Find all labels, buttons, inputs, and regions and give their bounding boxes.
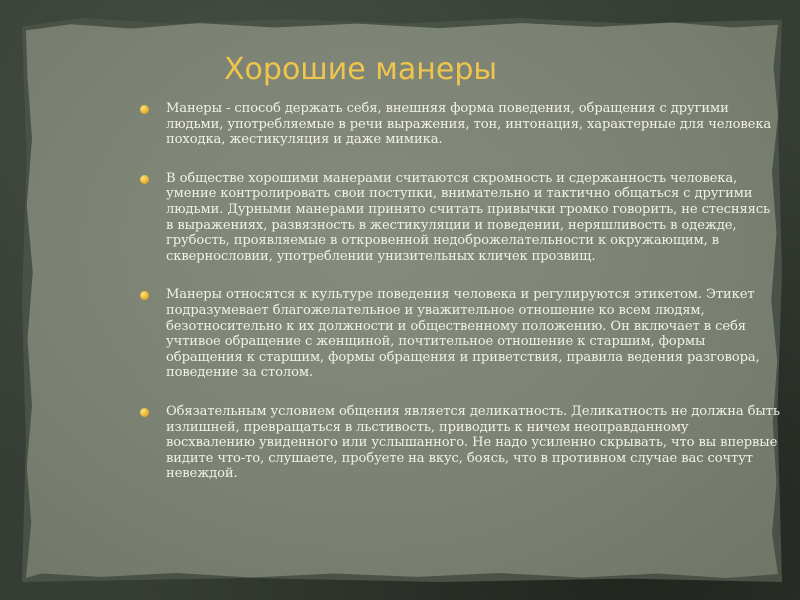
- slide-title: Хорошие манеры: [224, 52, 498, 87]
- bullet-dot-icon: [140, 408, 149, 417]
- bullet-list: [140, 101, 780, 482]
- bullet-item: [140, 101, 780, 148]
- bullet-text: Манеры относятся к культуре поведения человека и регулируются этикетом. Этикет подразумевает благожелательное и уважительное отношение ко всем людям, безотносительно к их должности и общественному положению. Он включает в себя учтивое обращение с женщиной, почтительное отношение к старшим, формы обращения к старшим, формы обращения и приветствия, правила ведения разговора, поведение за столом.: [166, 287, 760, 381]
- bullet-dot-icon: [140, 175, 149, 184]
- bullet-text: Обязательным условием общения является деликатность. Деликатность не должна быть излишней, превращаться в льстивость, приводить к ничем неоправданному восхвалению увиденного или услышанного. Не надо усиленно скрывать, что вы впервые видите что-то, слушаете, пробуете на вкус, боясь, что в противном случае вас сочтут невеждой.: [166, 403, 780, 482]
- bullet-item: [140, 404, 780, 482]
- bullet-text: Манеры - способ держать себя, внешняя форма поведения, обращения с другими людьми, употребляемые в речи выражения, тон, интонация, характерные для человека походка, жестикуляция и даже мимика.: [166, 101, 772, 148]
- bullet-dot-icon: [140, 105, 149, 114]
- bullet-dot-icon: [140, 291, 149, 300]
- bullet-text: В обществе хорошими манерами считаются скромность и сдержанность человека, умение контролировать свои поступки, внимательно и тактично общаться с другими людьми. Дурными манерами принято считать привычки громко говорить, не стесняясь в выражениях, развязность в жестикуляции и поведении, неряшливость в одежде, грубость, проявляемые в откровенной недоброжелательности к окружающим, в сквернословии, употреблении унизительных кличек прозвищ.: [166, 170, 771, 264]
- bullet-item: [140, 171, 780, 265]
- bullet-item: [140, 287, 780, 381]
